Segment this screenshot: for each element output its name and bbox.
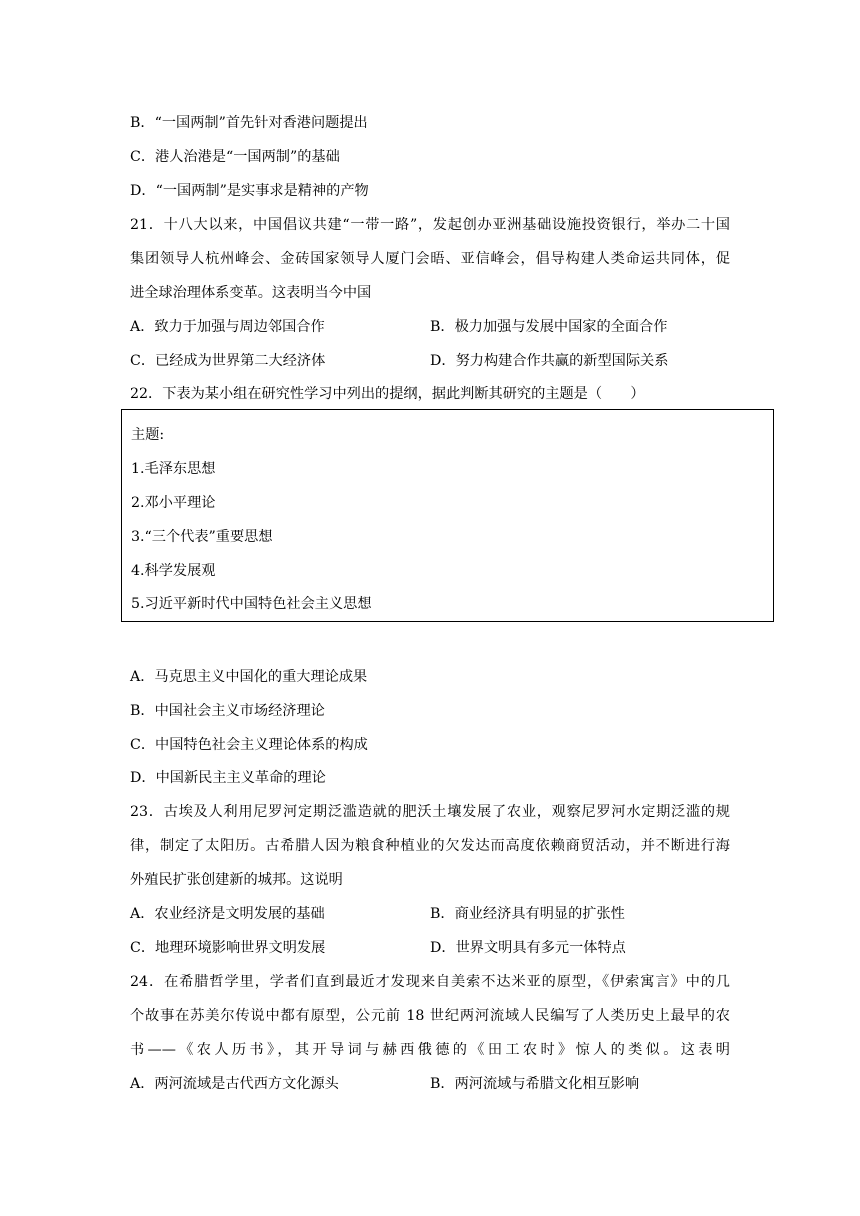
q23-option-c: C．地理环境影响世界文明发展	[130, 940, 326, 956]
q22-box-item: 5.习近平新时代中国特色社会主义思想	[131, 596, 372, 612]
q22-box-title: 主题:	[131, 427, 165, 443]
q23-stem-line-1: 23．古埃及人利用尼罗河定期泛滥造就的肥沃土壤发展了农业，观察尼罗河水定期泛滥的规	[130, 804, 730, 820]
q20-option-d: D．“一国两制”是实事求是精神的产物	[130, 183, 369, 199]
q22-stem: 22．下表为某小组在研究性学习中列出的提纲，据此判断其研究的主题是（ ）	[130, 386, 645, 402]
q21-stem-line-3: 进全球治理体系变革。这表明当今中国	[130, 285, 372, 301]
q23-option-d: D．世界文明具有多元一体特点	[430, 940, 626, 956]
q22-option-b: B．中国社会主义市场经济理论	[130, 703, 325, 719]
q21-option-d: D．努力构建合作共赢的新型国际关系	[430, 353, 669, 369]
q22-option-c: C．中国特色社会主义理论体系的构成	[130, 737, 368, 753]
q20-option-c: C．港人治港是“一国两制”的基础	[130, 149, 340, 165]
q22-option-a: A．马克思主义中国化的重大理论成果	[130, 669, 368, 685]
q24-option-a: A．两河流域是古代西方文化源头	[130, 1076, 339, 1092]
q23-option-a: A．农业经济是文明发展的基础	[130, 906, 325, 922]
q21-option-a: A．致力于加强与周边邻国合作	[130, 319, 325, 335]
q22-box-item: 4.科学发展观	[131, 563, 216, 579]
q23-stem-line-3: 外殖民扩张创建新的城邦。这说明	[130, 872, 343, 888]
q21-stem-line-2: 集团领导人杭州峰会、金砖国家领导人厦门会晤、亚信峰会，倡导构建人类命运共同体，促	[130, 251, 730, 267]
q22-outline-box	[121, 409, 774, 622]
q24-stem-line-3: 书——《农人历书》，其开导词与赫西俄德的《田工农时》惊人的类似。这表明	[130, 1042, 730, 1058]
q23-stem-line-2: 律，制定了太阳历。古希腊人因为粮食种植业的欠发达而高度依赖商贸活动，并不断进行海	[130, 838, 730, 854]
q24-option-b: B．两河流域与希腊文化相互影响	[430, 1076, 640, 1092]
q22-box-item: 1.毛泽东思想	[131, 461, 216, 477]
q22-box-item: 3.“三个代表”重要思想	[131, 529, 273, 545]
q24-stem-line-1: 24．在希腊哲学里，学者们直到最近才发现来自美索不达米亚的原型，《伊索寓言》中的几	[130, 974, 730, 990]
q21-stem-line-1: 21．十八大以来，中国倡议共建“一带一路”，发起创办亚洲基础设施投资银行，举办二十国	[130, 217, 730, 233]
q22-option-d: D．中国新民主主义革命的理论	[130, 770, 326, 786]
q21-option-c: C．已经成为世界第二大经济体	[130, 353, 326, 369]
q24-stem-line-2: 个故事在苏美尔传说中都有原型，公元前 18 世纪两河流域人民编写了人类历史上最早的农	[130, 1008, 730, 1024]
q22-box-item: 2.邓小平理论	[131, 495, 216, 511]
q20-option-b: B．“一国两制”首先针对香港问题提出	[130, 115, 368, 131]
q21-option-b: B．极力加强与发展中国家的全面合作	[430, 319, 668, 335]
q23-option-b: B．商业经济具有明显的扩张性	[430, 906, 625, 922]
